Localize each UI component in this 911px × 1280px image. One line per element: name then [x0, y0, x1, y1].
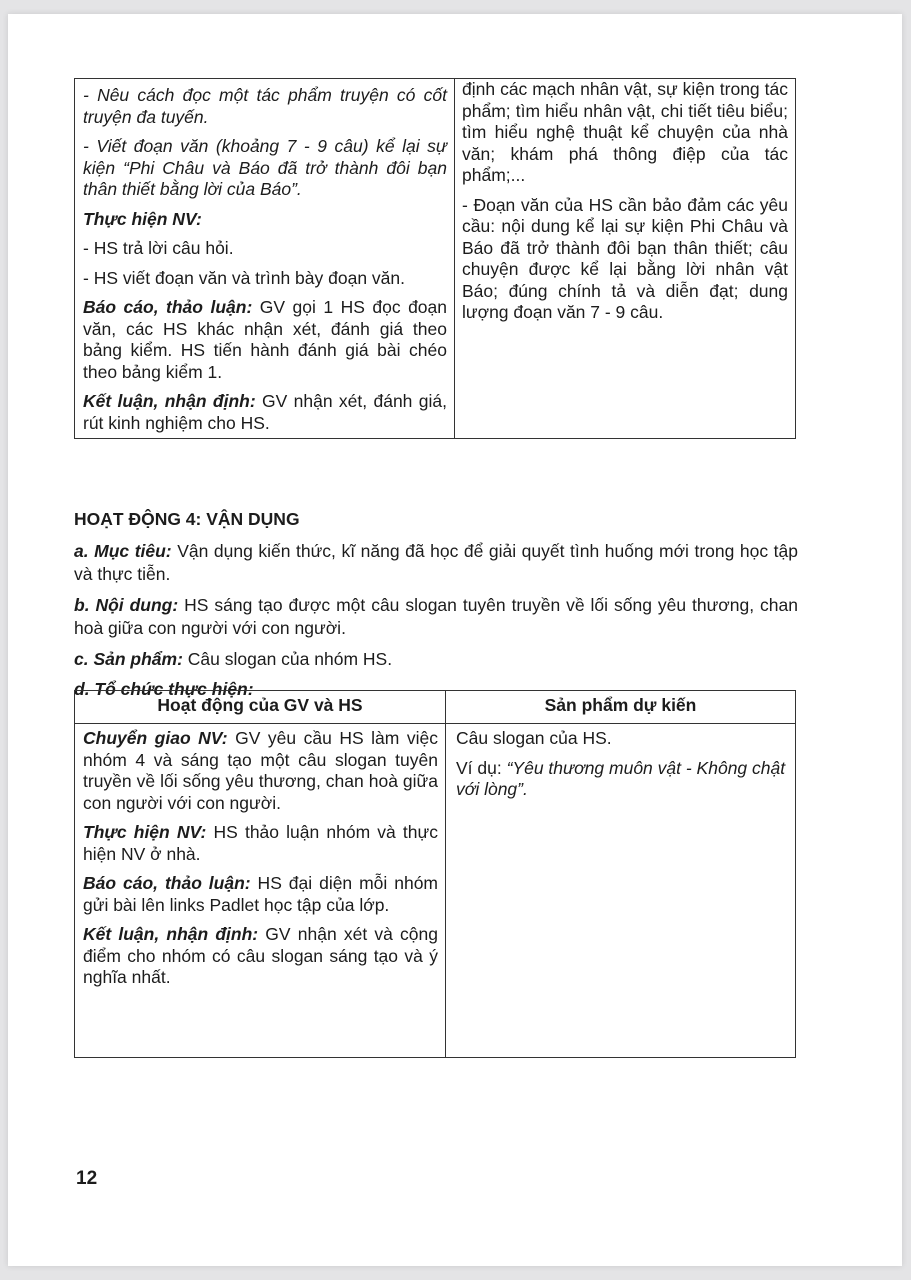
step-text: GV gọi 1 HS đọc đoạn văn, các HS khác nhận xét, đánh giá theo bảng kiểm. HS tiến hành đánh giá bài chéo theo bảng kiểm 1.	[83, 297, 448, 382]
step-label: Thực hiện NV:	[83, 208, 202, 229]
step-assign	[83, 728, 438, 814]
organization-label: d. Tổ chức thực hiện:	[74, 679, 254, 699]
column-header-activities: Hoạt động của GV và HS	[75, 691, 446, 724]
page-number: 12	[76, 1168, 98, 1189]
step-label: Báo cáo, thảo luận:	[83, 297, 253, 317]
perform-item-2: - HS viết đoạn văn và trình bày đoạn văn.	[83, 267, 405, 288]
task-write-paragraph: - Viết đoạn văn (khoảng 7 - 9 câu) kể lại sự kiện “Phi Châu và Báo đã trở thành đôi bạn thân thiết bằng lời của Báo”.	[83, 136, 447, 199]
step-label: Chuyển giao NV:	[83, 728, 228, 748]
step-report	[83, 297, 447, 383]
perform-item-1: - HS trả lời câu hỏi.	[83, 238, 234, 258]
objective-text: Vận dụng kiến thức, kĩ năng đã học để giải quyết tình huống mới trong học tập và thực tiễn.	[74, 541, 798, 584]
step-report	[83, 873, 438, 916]
step-text: HS đại diện mỗi nhóm gửi bài lên links Padlet học tập của lớp.	[83, 873, 439, 915]
product-paragraph	[74, 648, 798, 671]
step-label: Báo cáo, thảo luận:	[83, 873, 251, 893]
slogan-example	[456, 758, 788, 801]
step-perform	[83, 209, 447, 231]
product-label: c. Sản phẩm:	[74, 649, 183, 669]
activity-table-continued	[74, 78, 796, 439]
activity-4-table	[74, 690, 796, 1058]
objective-paragraph	[74, 540, 798, 586]
example-label: Ví dụ:	[456, 757, 502, 778]
section-heading: HOẠT ĐỘNG 4: VẬN DỤNG	[74, 509, 300, 529]
content-label: b. Nội dung:	[74, 595, 179, 615]
expected-products-cell	[446, 724, 796, 1058]
step-text: HS thảo luận nhóm và thực hiện NV ở nhà.	[83, 822, 438, 864]
step-perform	[83, 822, 438, 865]
example-slogan: “Yêu thương muôn vật - Không chật với lòng”.	[456, 757, 786, 799]
expected-product-1: định các mạch nhân vật, sự kiện trong tác phẩm; tìm hiểu nhân vật, chi tiết tiêu biểu; tìm hiểu nghệ thuật kể chuyện của nhà văn; khám phá thông điệp của tác phẩm;...	[462, 79, 788, 185]
teacher-student-activities-cell	[75, 79, 455, 439]
teacher-student-activities-cell	[75, 724, 446, 1058]
step-text: GV yêu cầu HS làm việc nhóm 4 và sáng tạo một câu slogan tuyên truyền về lối sống yêu thương, chan hoà giữa con người với con người.	[83, 728, 438, 813]
content-paragraph	[74, 594, 798, 640]
task-read-method: - Nêu cách đọc một tác phẩm truyện có cốt truyện đa tuyến.	[83, 85, 447, 127]
product-text: Câu slogan của nhóm HS.	[182, 649, 393, 669]
step-text: GV nhận xét và cộng điểm cho nhóm có câu slogan sáng tạo và ý nghĩa nhất.	[83, 924, 438, 987]
expected-product-2: - Đoạn văn của HS cần bảo đảm các yêu cầu: nội dung kể lại sự kiện Phi Châu và Báo đã trở thành đôi bạn thân thiết; câu chuyện được kể lại bằng lời nhân vật Báo; đúng chính tả và diễn đạt; dung lượng đoạn văn 7 - 9 câu.	[462, 194, 788, 322]
expected-product: Câu slogan của HS.	[456, 728, 612, 748]
expected-products-cell	[455, 79, 796, 439]
step-label: Thực hiện NV:	[83, 822, 207, 842]
column-header-products: Sản phẩm dự kiến	[446, 691, 796, 724]
content-text: HS sáng tạo được một câu slogan tuyên truyền về lối sống yêu thương, chan hoà giữa con người với con người.	[74, 595, 798, 638]
step-label: Kết luận, nhận định:	[83, 924, 259, 944]
step-conclude	[83, 391, 447, 434]
step-label: Kết luận, nhận định:	[83, 391, 256, 411]
step-text: GV nhận xét, đánh giá, rút kinh nghiệm cho HS.	[83, 391, 447, 433]
step-conclude	[83, 924, 438, 989]
objective-label: a. Mục tiêu:	[74, 541, 172, 561]
